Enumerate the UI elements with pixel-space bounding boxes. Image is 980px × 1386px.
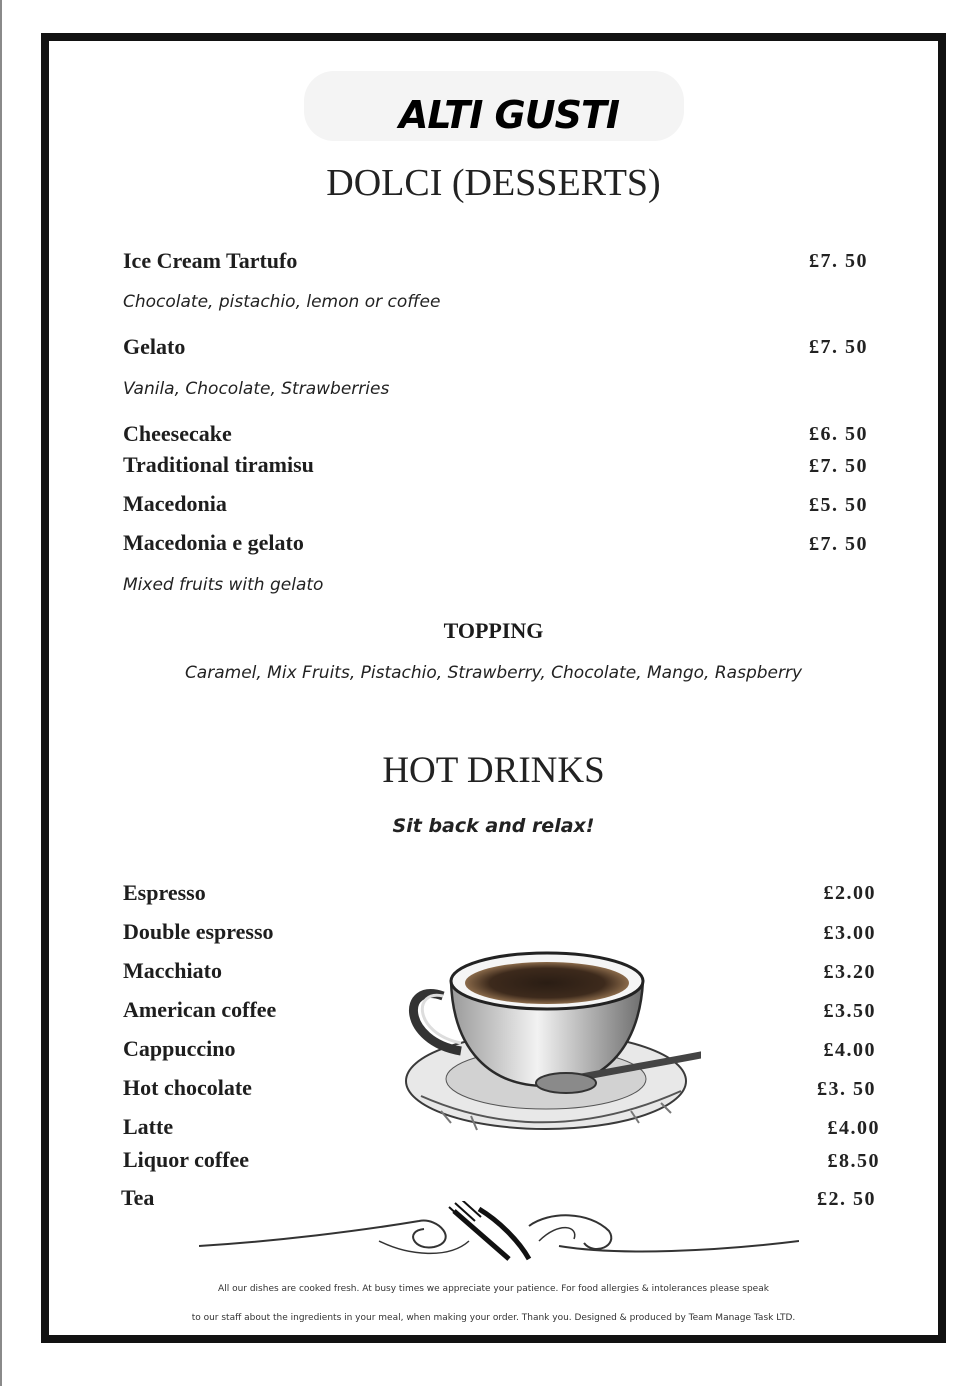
- drink-price: £3. 50: [817, 1078, 876, 1100]
- dessert-name: Cheesecake: [123, 421, 232, 446]
- drink-name: Cappuccino: [123, 1036, 236, 1061]
- menu-frame: [41, 33, 946, 1343]
- topping-list: Caramel, Mix Fruits, Pistachio, Strawberry, Chocolate, Mango, Raspberry: [184, 663, 803, 683]
- dessert-price: £7. 50: [809, 533, 868, 555]
- dessert-name: Macedonia e gelato: [123, 530, 304, 555]
- footer-line-1: All our dishes are cooked fresh. At busy times we appreciate your patience. For food allergies & intolerances please speak: [218, 1284, 769, 1294]
- drink-name: American coffee: [123, 997, 277, 1022]
- drink-price: £3.50: [823, 1000, 876, 1022]
- dessert-price: £7. 50: [809, 336, 868, 358]
- drink-price: £2. 50: [817, 1188, 876, 1210]
- drink-price: £4.00: [827, 1117, 880, 1139]
- drink-name: Liquor coffee: [123, 1147, 250, 1172]
- footer-line-2: to our staff about the ingredients in your meal, when making your order. Thank you. Designed & produced by Team Manage Task LTD.: [191, 1313, 796, 1323]
- hot-drinks-title: HOT DRINKS: [382, 750, 605, 791]
- desserts-title: DOLCI (DESSERTS): [326, 162, 661, 204]
- drink-name: Hot chocolate: [123, 1075, 252, 1100]
- drink-price: £8.50: [827, 1150, 880, 1172]
- dessert-description: Mixed fruits with gelato: [123, 575, 324, 595]
- dessert-name: Traditional tiramisu: [123, 452, 314, 477]
- dessert-price: £5. 50: [809, 494, 868, 516]
- dessert-description: Chocolate, pistachio, lemon or coffee: [123, 292, 441, 312]
- hot-drinks-tagline: Sit back and relax!: [392, 815, 595, 837]
- drink-name: Latte: [123, 1114, 174, 1139]
- drink-name: Tea: [121, 1185, 155, 1210]
- dessert-price: £7. 50: [809, 455, 868, 477]
- drink-name: Macchiato: [123, 958, 222, 983]
- dessert-name: Macedonia: [123, 491, 227, 516]
- drink-price: £3.00: [823, 922, 876, 944]
- page-edge-rule: [0, 0, 2, 1386]
- restaurant-logo: ALTI GUSTI: [398, 93, 620, 137]
- dessert-name: Ice Cream Tartufo: [123, 248, 298, 273]
- cutlery-flourish-icon: [199, 1201, 799, 1271]
- dessert-price: £6. 50: [809, 423, 868, 445]
- drink-price: £3.20: [823, 961, 876, 983]
- drink-price: £2.00: [823, 882, 876, 904]
- drink-price: £4.00: [823, 1039, 876, 1061]
- topping-title: TOPPING: [443, 618, 544, 643]
- drink-name: Espresso: [123, 880, 206, 905]
- dessert-price: £7. 50: [809, 250, 868, 272]
- dessert-name: Gelato: [123, 334, 186, 359]
- dessert-description: Vanila, Chocolate, Strawberries: [123, 379, 390, 399]
- drink-name: Double espresso: [123, 919, 274, 944]
- coffee-cup-illustration: [381, 911, 701, 1141]
